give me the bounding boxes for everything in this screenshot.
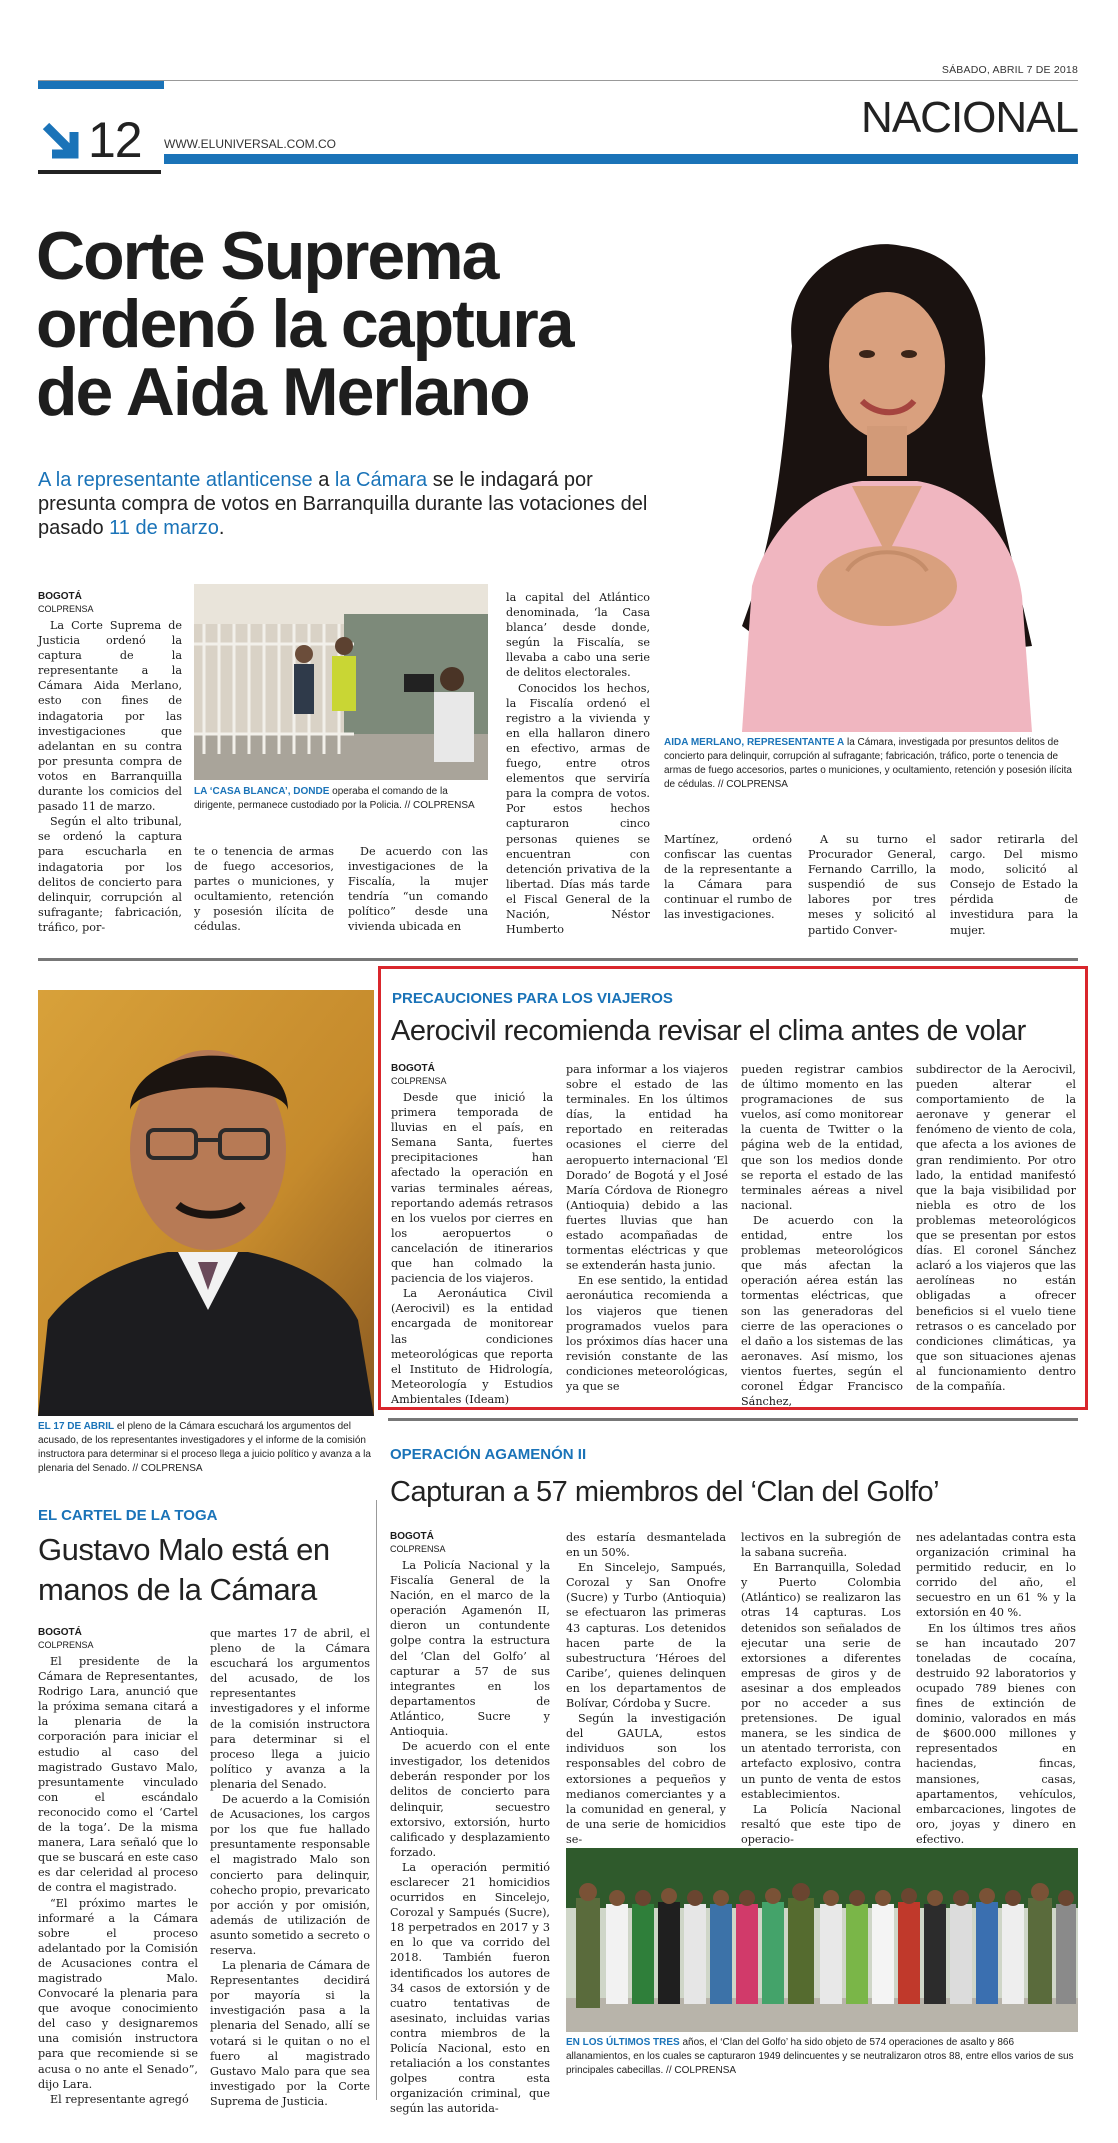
dateline: BOGOTÁ xyxy=(38,1627,82,1638)
main-headline-line: ordenó la captura xyxy=(36,286,573,362)
paragraph: La Policía Nacional resaltó que este tipo de operacio- xyxy=(741,1802,901,1846)
casa-blanca-caption xyxy=(194,785,488,813)
aerocivil-column-1 xyxy=(391,1062,553,1407)
arrow-icon xyxy=(40,120,86,166)
paragraph: Conocidos los hechos, la Fiscalía ordenó el registro a la vivienda y en ella hallaron dinero en efectivo, armas de fuego, entre otros elementos que serviría para la compra de votos. Por estos hechos capturaron cinco personas quienes se encuentran con detención privativa de la libertad. Días más tarde el Fiscal General de la Nación, Néstor Humberto xyxy=(506,681,650,937)
capturados-photo xyxy=(566,1848,1078,2032)
main-deck xyxy=(38,468,648,540)
deck-text: se le indagará por presunta compra de votos en Barranquilla durante las votaciones del pasado xyxy=(38,469,648,539)
aerocivil-headline: Aerocivil recomienda revisar el clima antes de volar xyxy=(391,1015,1026,1047)
malo-column-2 xyxy=(210,1626,370,2109)
header-bottom-bar xyxy=(164,154,1078,164)
agamenon-column-2 xyxy=(566,1530,726,1847)
paragraph: lectivos en la subregión de la sabana sucreña. xyxy=(741,1531,901,1560)
paragraph: te o tenencia de armas de fuego accesorios, partes o municiones, y ocultamiento, retención y posesión ilícita de cédulas. xyxy=(194,845,334,934)
agency-credit: COLPRENSA xyxy=(391,1076,447,1086)
main-column-6 xyxy=(808,832,936,938)
deck-text: la Cámara xyxy=(334,469,428,491)
paragraph: La plenaria de Cámara de Representantes decidirá por mayoría si la investigación pasa a la plenaria del Senado, allí se votará si le quitan o no el fuero al magistrado Gustavo Malo para que sea investigado por la Corte Suprema de Justicia. xyxy=(210,1959,370,2108)
agency-credit: COLPRENSA xyxy=(390,1544,446,1554)
caption-text: la Cámara, investigada por presuntos delitos de concierto para delinquir, corrupción al sufragante; fabricación, tráfico, porte o tenencia de armas de fuego accesorios, partes o municiones, y ocultamiento, retención y posesión ilícita de cédulas. // COLPRENSA xyxy=(664,737,1072,790)
paragraph: nes adelantadas contra esta organización criminal ha permitido reducir, en lo corrido del año, el secuestro en un 61 % y la extorsión en 40 %. xyxy=(916,1531,1076,1620)
paragraph: sador retirarla del cargo. Del mismo modo, solicitó al Consejo de Estado la pérdida de investidura para la mujer. xyxy=(950,833,1078,937)
agamenon-column-3 xyxy=(741,1530,901,1847)
caption-lead: EL 17 DE ABRIL xyxy=(38,1421,115,1432)
malo-column-1 xyxy=(38,1626,198,2107)
issue-date: SÁBADO, ABRIL 7 DE 2018 xyxy=(941,64,1078,76)
aida-merlano-caption xyxy=(664,736,1078,792)
paragraph: En los últimos tres años se han incautado 207 toneladas de cocaína, destruido 92 laboratorios y ocupado 789 bienes con fines de extinción de dominio, valorados en más de $600.000 millones y representados en haciendas, fincas, mansiones, casas, apartamentos, vehículos, embarcaciones, lingotes de oro, joyas y dinero en efectivo. xyxy=(916,1621,1076,1846)
agamenon-headline: Capturan a 57 miembros del ‘Clan del Golfo’ xyxy=(390,1476,940,1508)
paragraph: El presidente de la Cámara de Representantes, Rodrigo Lara, anunció que la próxima semana citará a la plenaria de la corporación para iniciar el estudio al caso del magistrado Gustavo Malo, presuntamente vinculado con el escándalo reconocido como el ‘Cartel de la toga’. De la misma manera, Lara señaló que lo que se buscará en este caso es dar celeridad al proceso de contra el magistrado. xyxy=(38,1655,198,1895)
agency-credit: COLPRENSA xyxy=(38,1640,94,1650)
paragraph: para informar a los viajeros sobre el estado de las terminales. En los últimos días, la entidad ha reportado en reiteradas ocasiones el cierre del aeropuerto internacional ‘El Dorado’ de Bogotá y el José María Córdova de Rionegro (Antioquia) debido a las fuertes lluvias que han estado acompañadas de tormentas eléctricas y que se extenderán hasta junio. xyxy=(566,1063,728,1273)
main-column-1 xyxy=(38,590,182,935)
malo-headline-line: Gustavo Malo está en xyxy=(38,1532,330,1567)
aerocivil-kicker: PRECAUCIONES PARA LOS VIAJEROS xyxy=(392,990,673,1007)
main-column-4 xyxy=(506,590,650,937)
paragraph: des estaría desmantelada en un 50%. xyxy=(566,1531,726,1560)
paragraph: Desde que inició la primera temporada de lluvias en el país, en Semana Santa, fuertes precipitaciones han afectado la operación en varias terminales aéreas, reportando además retrasos en los vuelos por cierres en los aeropuertos o cancelación de itinerarios que han colmado la paciencia de los viajeros. xyxy=(391,1091,553,1286)
casa-blanca-photo xyxy=(194,584,488,780)
dateline: BOGOTÁ xyxy=(390,1531,434,1542)
paragraph: la capital del Atlántico denominada, ‘la Casa blanca’ desde donde, según la Fiscalía, se llevaba a cabo una serie de delitos electorales. xyxy=(506,591,650,680)
paragraph: De acuerdo con las investigaciones de la Fiscalía, la mujer tendría “un comando político” desde una vivienda ubicada en xyxy=(348,845,488,934)
dateline: BOGOTÁ xyxy=(38,591,82,602)
paragraph: Según la investigación del GAULA, estos individuos son los responsables del cobro de extorsiones a pequeños y medianos comerciantes y a la comunidad en general, y de una serie de homicidios se- xyxy=(566,1712,726,1846)
caption-lead: AIDA MERLANO, REPRESENTANTE A xyxy=(664,737,845,748)
paragraph: Según el alto tribunal, se ordenó la captura para escucharla en indagatoria por los delitos de concierto para delinquir, corrupción al sufragante; fabricación, tráfico, por- xyxy=(38,815,182,934)
main-column-3 xyxy=(348,844,488,935)
paragraph: En Sincelejo, Sampués, Corozal y San Onofre (Sucre) y Turbo (Antioquia) se efectuaron las primeras 43 capturas. Los detenidos hacen parte de la subestructura ‘Héroes del Caribe’, quienes delinquen en los departamentos de Bolívar, Córdoba y Sucre. xyxy=(566,1561,726,1711)
main-headline-line: Corte Suprema xyxy=(36,218,498,294)
malo-kicker: EL CARTEL DE LA TOGA xyxy=(38,1507,218,1524)
paragraph: De acuerdo con la entidad, entre los problemas meteorológicos que más afectan la operación aérea están las tormentas eléctricas, que son las generadoras del cierre de las operaciones o el daño a los sistemas de las aeronaves. Así mismo, los vientos fuertes, según el coronel Édgar Francisco Sánchez, xyxy=(741,1213,903,1409)
section-title: NACIONAL xyxy=(861,93,1078,142)
main-column-2 xyxy=(194,844,334,935)
main-headline-line: de Aida Merlano xyxy=(36,354,529,430)
paragraph: La Aeronáutica Civil (Aerocivil) es la entidad encargada de monitorear las condiciones meteorológicas que reporta el Instituto de Hidrología, Meteorología y Estudios Ambientales (Ideam) xyxy=(391,1287,553,1406)
paragraph: La operación permitió esclarecer 21 homicidios ocurridos en Sincelejo, Corozal y Sampués (Sucre), 18 perpetrados en 2017 y 3 en lo que va corrido del 2018. También fueron identificados los autores de 34 casos de extorsión y de cuatro tentativas de asesinato, incluidas varias contra miembros de la Policía Nacional, esto en retaliación a los constantes golpes contra esta organización criminal, que según las autorida- xyxy=(390,1860,550,2116)
agamenon-column-1 xyxy=(390,1530,550,2116)
agamenon-column-4 xyxy=(916,1530,1076,1847)
aerocivil-column-4 xyxy=(916,1062,1076,1394)
capturados-caption xyxy=(566,2036,1078,2078)
dateline: BOGOTÁ xyxy=(391,1063,435,1074)
deck-text: a xyxy=(312,469,335,491)
deck-text: A la representante atlanticense xyxy=(38,469,313,491)
paragraph: La Corte Suprema de Justicia ordenó la captura de la representante a la Cámara Aida Merlano, esto con fines de indagatoria por las investigaciones que adelantan en su contra por presunta compra de votos en Barranquilla durante los comicios del pasado 11 de marzo. xyxy=(38,619,182,814)
aerocivil-column-3 xyxy=(741,1062,903,1409)
main-column-5 xyxy=(664,832,792,923)
page-number-underline xyxy=(38,170,161,174)
paragraph: En ese sentido, la entidad aeronáutica recomienda a los viajeros que tienen programados vuelos para los próximos días hacer una revisión constante de las condiciones meteorológicas, ya que se xyxy=(566,1274,728,1393)
paragraph: “El próximo martes le informaré a la Cámara sobre el proceso adelantado por la Comisión de Acusaciones contra el magistrado Malo. Convocaré la plenaria para que avoque conocimiento del caso y designaremos una comisión instructora para que recomiende si se acusa o no ante el Senado”, dijo Lara. xyxy=(38,1896,198,2091)
malo-headline-line: manos de la Cámara xyxy=(38,1572,317,1607)
paragraph: Martínez, ordenó confiscar las cuentas de la representante a la Cámara para continuar el rumbo de las investigaciones. xyxy=(664,833,792,922)
caption-lead: EN LOS ÚLTIMOS TRES xyxy=(566,2037,680,2048)
header-top-rule xyxy=(38,80,1078,81)
deck-text: . xyxy=(218,517,225,539)
paragraph: La Policía Nacional y la Fiscalía General de la Nación, en el marco de la operación Agamenón II, dieron un contundente golpe contra la estructura del ‘Clan del Golfo’ al capturar a 57 de sus integrantes en los departamentos de Atlántico, Sucre y Antioquia. xyxy=(390,1559,550,1739)
caption-text: operaba el comando de la dirigente, permanece custodiado por la Policia. // COLPRENSA xyxy=(194,786,475,811)
section-divider xyxy=(38,958,1078,961)
page-number: 12 xyxy=(88,112,142,168)
paragraph: pueden registrar cambios de último momento en las programaciones de sus vuelos, así como monitorear la cuenta de Twitter o la página web de la entidad, que son los medios donde se reporta el estado de las terminales aéreas a nivel nacional. xyxy=(741,1063,903,1212)
paragraph: De acuerdo con el ente investigador, los detenidos deberán responder por los delitos de concierto para delinquir, secuestro extorsivo, extorsión, hurto calificado y desplazamiento forzado. xyxy=(390,1740,550,1859)
malo-headline xyxy=(38,1530,330,1610)
paragraph: subdirector de la Aerocivil, pueden alterar el comportamiento de la aeronave y generar el fenómeno de viento de cola, que afecta a los aviones de gran rendimiento. Por otro lado, la entidad manifestó que la baja visibilidad por niebla es otro de los problemas meteorológicos que se presentan por estos días. El coronel Sánchez aclaró a los viajeros que las aerolíneas no están obligadas a ofrecer beneficios si el vuelo tiene retrasos o es cancelado por condiciones climáticas, ya que son situaciones ajenas al funcionamiento dentro de la compañía. xyxy=(916,1063,1076,1393)
agamenon-top-rule xyxy=(388,1418,1078,1421)
agency-credit: COLPRENSA xyxy=(38,604,94,614)
deck-text: 11 de marzo xyxy=(109,517,219,539)
caption-text: años, el ‘Clan del Golfo’ ha sido objeto de 574 operaciones de asalto y 866 allanamientos, en los cuales se capturaron 1949 delincuentes y se neutralizaron otros 88, entre ellos varios de sus principales cabecillas. // COLPRENSA xyxy=(566,2037,1074,2076)
paragraph: que martes 17 de abril, el pleno de la Cámara escuchará los argumentos del acusado, de los representantes investigadores y el informe de la comisión instructora para determinar si el proceso llega a juicio político y avanza a la plenaria del Senado. xyxy=(210,1627,370,1791)
gustavo-malo-caption xyxy=(38,1420,374,1476)
website-link[interactable]: WWW.ELUNIVERSAL.COM.CO xyxy=(164,137,337,151)
main-headline xyxy=(36,218,636,430)
vertical-divider xyxy=(376,1500,377,2100)
paragraph: De acuerdo a la Comisión de Acusaciones, los cargos por los que fue hallado presuntamente responsable el magistrado Malo son concierto para delinquir, cohecho propio, prevaricato por acción y por omisión, además de utilización de asunto sometido a secreto o reserva. xyxy=(210,1793,370,1957)
paragraph: A su turno el Procurador General, Fernando Carrillo, la suspendió de sus labores por tres meses y solicitó al partido Conver- xyxy=(808,833,936,937)
aerocivil-column-2 xyxy=(566,1062,728,1394)
caption-lead: LA ‘CASA BLANCA’, DONDE xyxy=(194,786,330,797)
caption-text: el pleno de la Cámara escuchará los argumentos del acusado, de los representantes investigadores y el informe de la comisión instructora para determinar si el proceso llega a juicio político y avanza a la plenaria del Senado. // COLPRENSA xyxy=(38,1421,371,1474)
aida-merlano-photo xyxy=(662,226,1080,732)
paragraph: En Barranquilla, Soledad y Puerto Colombia (Atlántico) se realizaron las otras 14 capturas. Los detenidos son señalados de ejecutar una serie de extorsiones a diferentes empresas de giros y de asesinar a dos empleados por no acceder a sus pretensiones. De igual manera, se les sindica de un atentado terrorista, con artefacto explosivo, contra un punto de venta de estos establecimientos. xyxy=(741,1561,901,1801)
main-column-7 xyxy=(950,832,1078,938)
paragraph: El representante agregó xyxy=(50,2092,189,2106)
gustavo-malo-photo xyxy=(38,990,374,1416)
agamenon-kicker: OPERACIÓN AGAMENÓN II xyxy=(390,1446,587,1463)
header-accent-bar xyxy=(38,81,164,89)
